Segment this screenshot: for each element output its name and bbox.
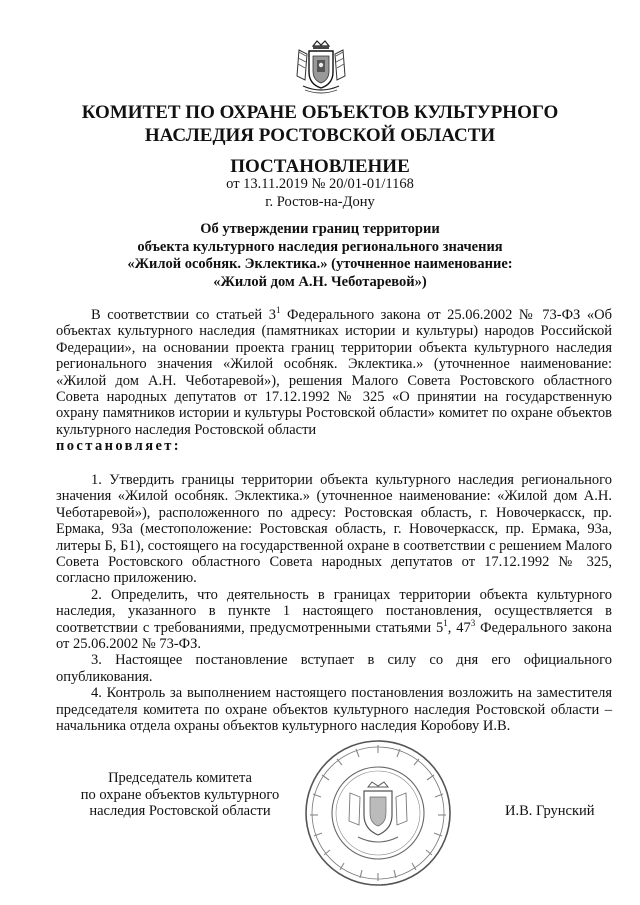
item-2-text-1: 2. Определить, что деятельность в границах территории объекта культурного наследия, указанного в пункте 1 настоящего постановления, осуществляется в соответствии с требованиями, предусмотренными статьями 5 [56, 586, 612, 636]
organization-title [0, 101, 640, 147]
signatory-position-line-1: Председатель комитета [108, 770, 252, 786]
item-2-text-3: Федерального закона от 25.06.2002 № 73-ФЗ. [56, 619, 612, 653]
signatory-position-line-3: наследия Ростовской области [89, 803, 271, 820]
subject-line-1: Об утверждении границ территории [200, 221, 440, 237]
resolves-keyword: постановляет: [56, 438, 182, 455]
preamble-text-2: Федерального закона от 25.06.2002 № 73-ФЗ «Об объектах культурного наследия (памятниках истории и культуры) народов Российской Федерации», на основании проекта границ территории объекта культурного наследия регионального значения «Жилой особняк. Эклектика.» (уточненное наименование: «Жилой дом А.Н. Чеботаревой»), решения Малого Совета Ростовского областного Совета народных депутатов от 17.12.1992 № 325 «О принятии на государственную охрану памятников истории и культуры Ростовской области» комитет по охране объектов культурного наследия Ростовской области [56, 307, 612, 438]
item-2-sup-2: 3 [470, 617, 476, 628]
preamble-text-1: В соответствии со статьей 3 [91, 307, 276, 323]
subject-line-3: «Жилой особняк. Эклектика.» (уточненное наименование: [127, 256, 513, 272]
resolution-items [56, 472, 612, 735]
preamble-superscript: 1 [275, 305, 281, 316]
item-2-text-2: , 47 [447, 619, 471, 636]
item-2 [56, 587, 612, 653]
subject-line-4: «Жилой дом А.Н. Чеботаревой») [213, 273, 427, 290]
organization-title-line-2: НАСЛЕДИЯ РОСТОВСКОЙ ОБЛАСТИ [144, 125, 496, 146]
item-3: 3. Настоящее постановление вступает в силу со дня его официального опубликования. [56, 652, 612, 685]
coat-of-arms-emblem-icon [293, 38, 349, 96]
subject-line-2: объекта культурного наследия регионального значения [137, 238, 503, 255]
signatory-position [75, 770, 285, 820]
item-4: 4. Контроль за выполнением настоящего постановления возложить на заместителя председателя комитета по охране объектов культурного наследия Ростовской области – начальника отдела охраны объектов культурного наследия Коробову И.В. [56, 685, 612, 735]
preamble-paragraph [56, 307, 612, 455]
organization-title-line-1: КОМИТЕТ ПО ОХРАНЕ ОБЪЕКТОВ КУЛЬТУРНОГО [81, 102, 559, 123]
signatory-name: И.В. Грунский [505, 803, 595, 819]
item-2-sup-1: 1 [443, 617, 448, 628]
document-type: ПОСТАНОВЛЕНИЕ [230, 156, 410, 177]
document-date-number: от 13.11.2019 № 20/01-01/1168 [226, 176, 414, 192]
official-round-seal-icon [302, 737, 454, 889]
document-place: г. Ростов-на-Дону [265, 194, 375, 210]
signatory-position-line-2: по охране объектов культурного [80, 786, 280, 803]
item-1: 1. Утвердить границы территории объекта культурного наследия регионального значения «Жилой особняк. Эклектика.» (уточненное наименование: «Жилой дом А.Н. Чеботаревой»), расположенного по адресу: Ростовская область, г. Новочеркасск, пр. Ермака, 93а (местоположение: Ростовская область, г. Новочеркасск, пр. Ермака, 93а, литеры Б, Б1), состоящего на государственной охране в соответствии с решением Малого Совета Ростовского областного Совета народных депутатов от 17.12.1992 № 325, согласно приложению. [56, 472, 612, 587]
document-subject [0, 221, 640, 291]
